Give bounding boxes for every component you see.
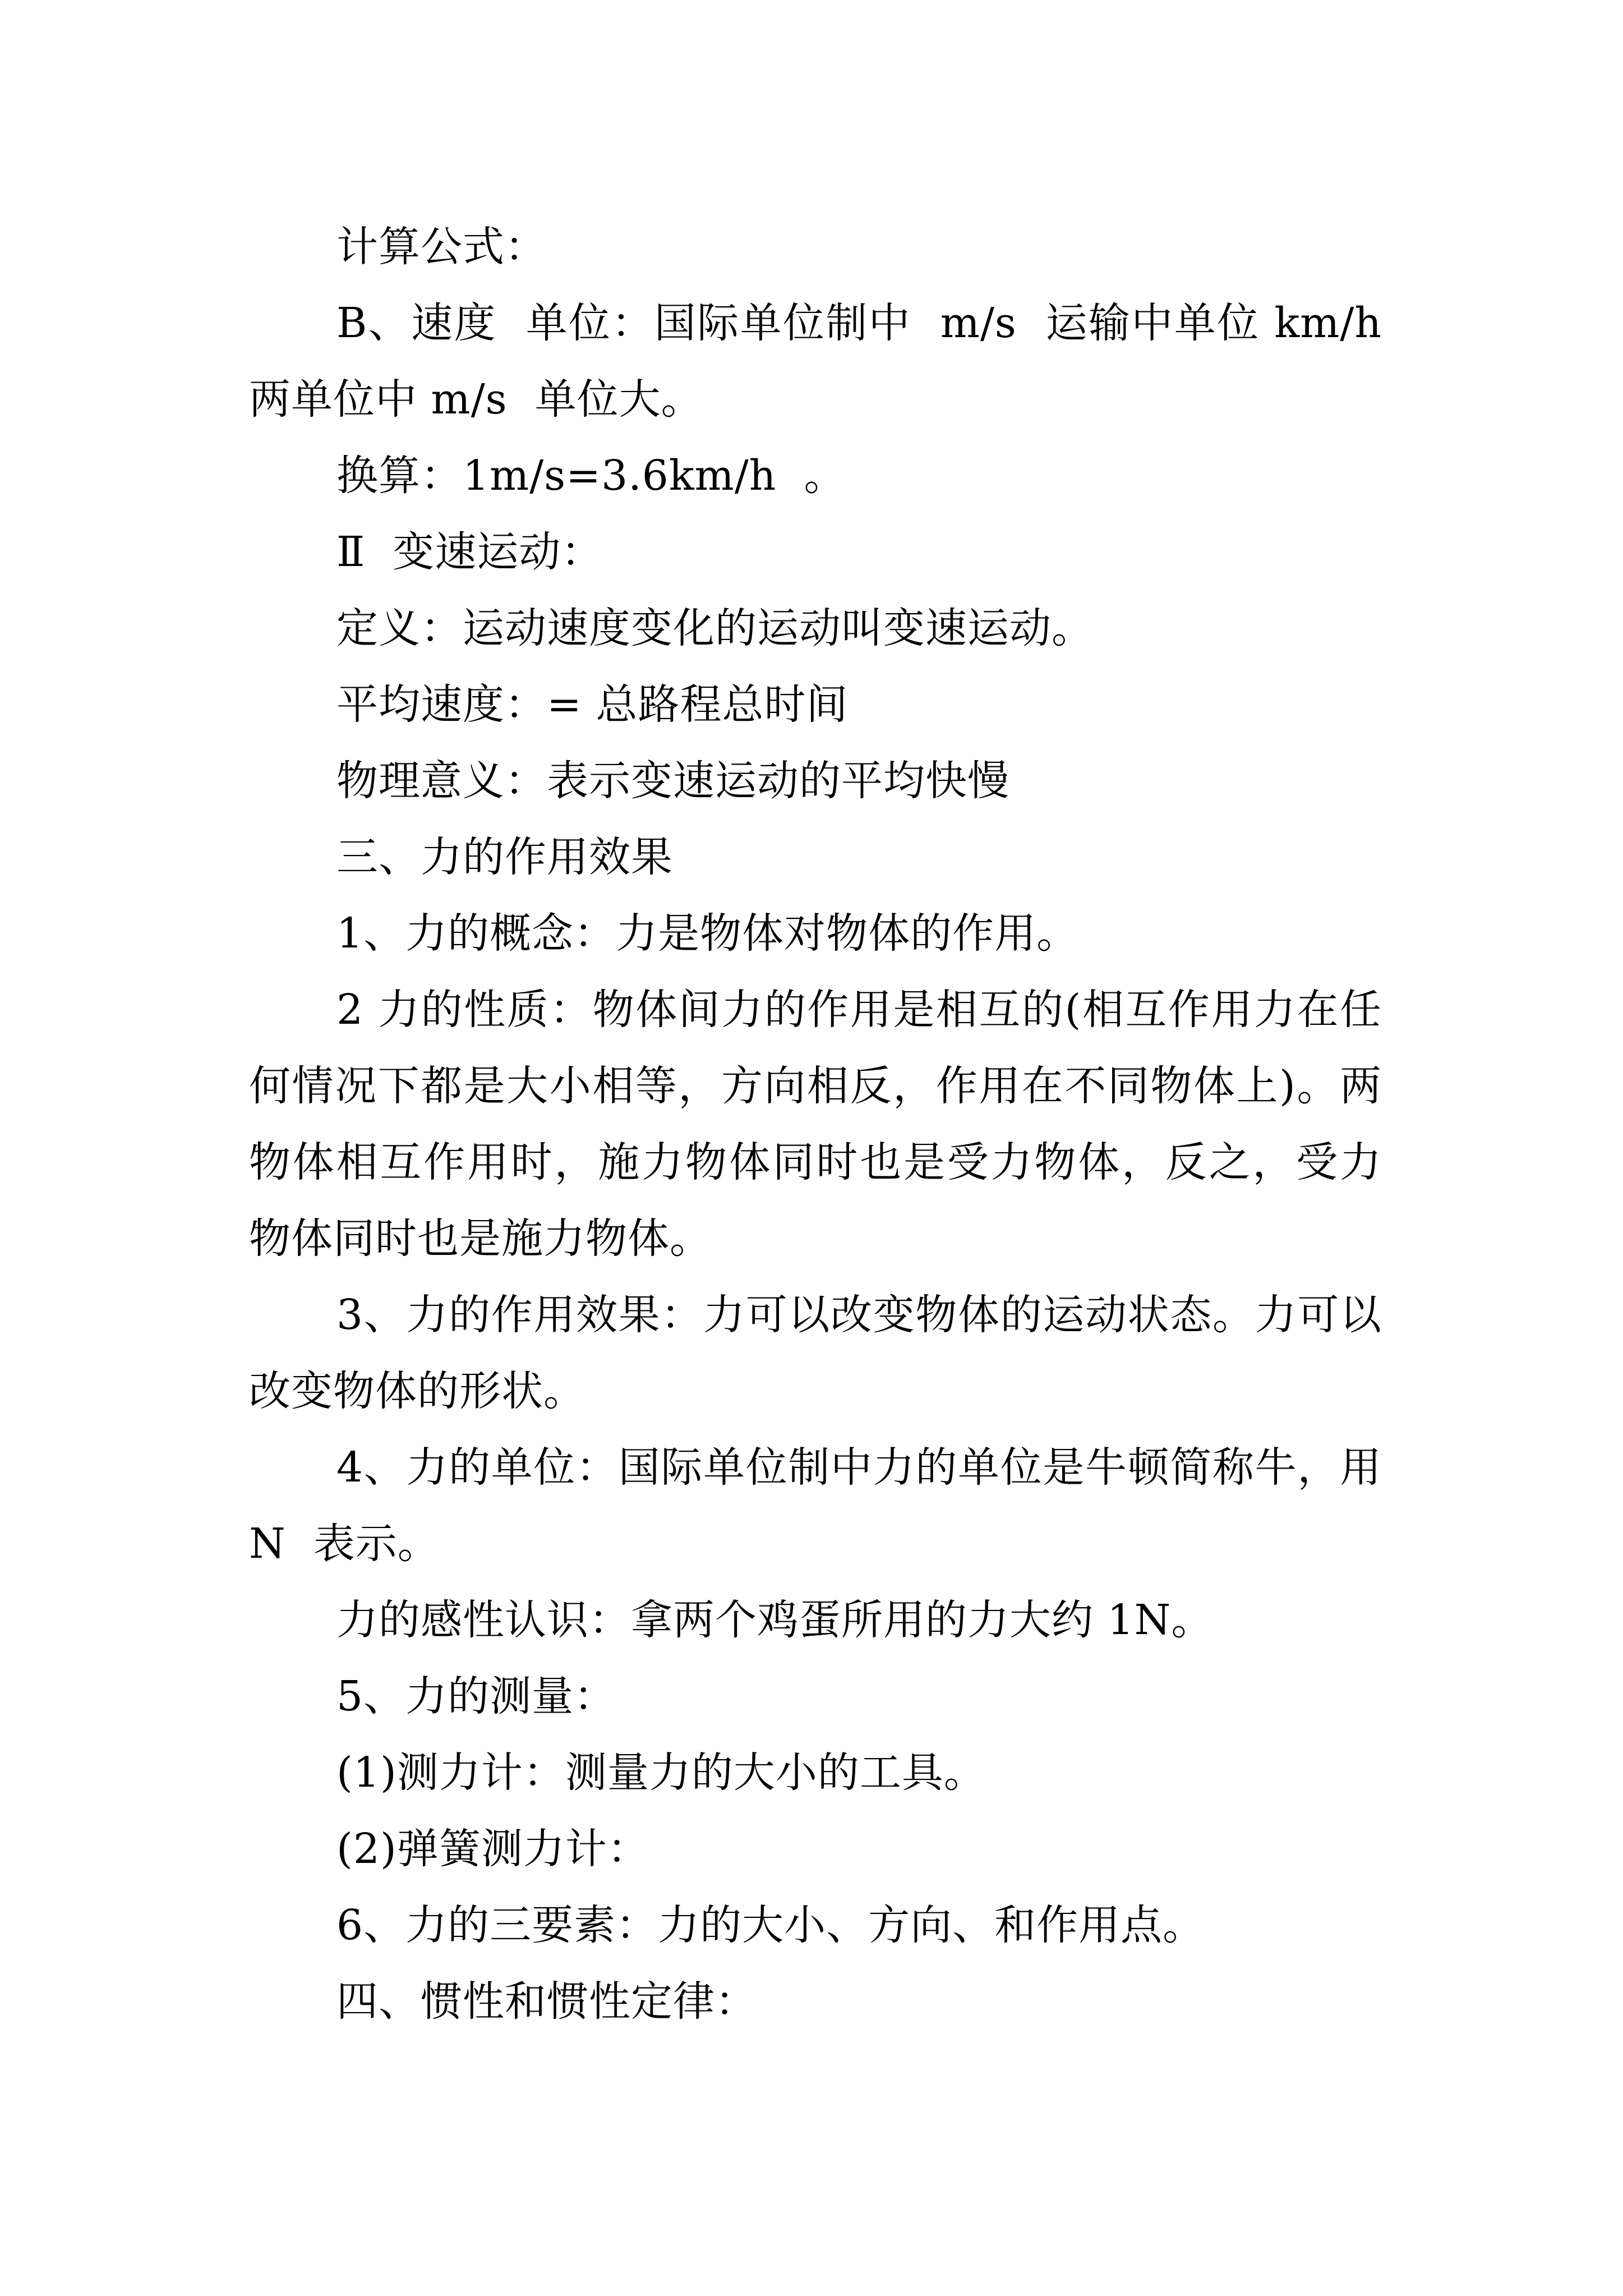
paragraph-three-elements: 6、力的三要素：力的大小、方向、和作用点。 <box>336 1901 1205 1949</box>
paragraph-variable-motion-definition: 定义：运动速度变化的运动叫变速运动。 <box>336 604 1094 652</box>
paragraph-inertia-heading: 四、惯性和惯性定律： <box>336 1977 757 2026</box>
paragraph-force-perception: 力的感性认识：拿两个鸡蛋所用的力大约 1N。 <box>336 1596 1214 1644</box>
paragraph-spring-dynamometer: (2)弹簧测力计： <box>336 1825 649 1873</box>
paragraph-physical-meaning: 物理意义：表示变速运动的平均快慢 <box>336 757 1009 805</box>
body-text <box>249 209 1410 2040</box>
paragraph-force-concept: 1、力的概念：力是物体对物体的作用。 <box>336 909 1079 958</box>
paragraph-average-speed: 平均速度：= 总路程总时间 <box>336 680 849 729</box>
paragraph-force-nature: 2 力的性质：物体间力的作用是相互的(相互作用力在任何情况下都是大小相等，方向相反，作用在不同物体上)。两物体相互作用时，施力物体同时也是受力物体，反之，受力物体同时也是施力物体。 <box>249 986 1382 1263</box>
paragraph-speed-unit: B、速度 单位：国际单位制中 m/s 运输中单位 km/h 两单位中 m/s 单位大。 <box>249 299 1410 424</box>
paragraph-dynamometer: (1)测力计：测量力的大小的工具。 <box>336 1749 986 1797</box>
paragraph-formula-heading: 计算公式： <box>336 223 547 271</box>
paragraph-variable-motion-heading: Ⅱ 变速运动： <box>336 528 603 576</box>
paragraph-force-unit: 4、力的单位：国际单位制中力的单位是牛顿简称牛，用 N 表示。 <box>249 1443 1396 1568</box>
paragraph-force-effect: 3、力的作用效果：力可以改变物体的运动状态。力可以改变物体的形状。 <box>249 1291 1382 1415</box>
paragraph-force-measurement: 5、力的测量： <box>336 1672 616 1720</box>
paragraph-unit-conversion: 换算：1m/s=3.6km/h 。 <box>336 452 846 500</box>
paragraph-force-effect-heading: 三、力的作用效果 <box>336 833 673 881</box>
